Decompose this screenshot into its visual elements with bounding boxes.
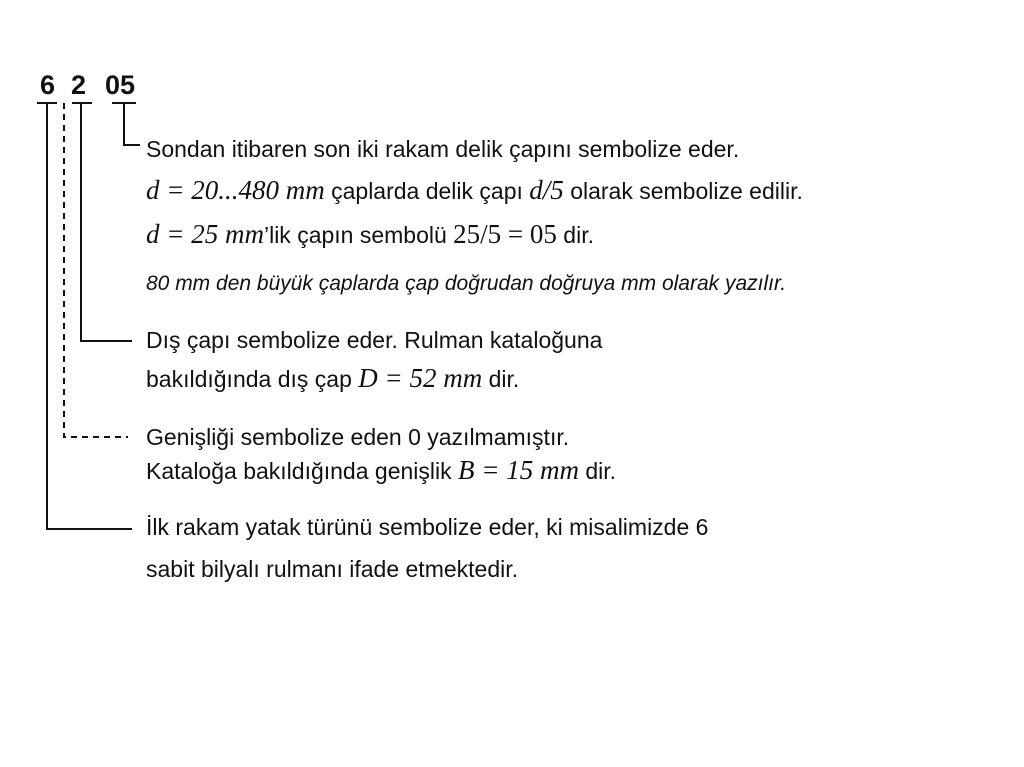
bore-line-3-text-a: ’lik çapın sembolü — [263, 222, 454, 248]
bore-example-formula: d = 25 mm — [146, 219, 264, 249]
width-formula: B = 15 mm — [458, 455, 579, 485]
width-connector — [64, 103, 128, 437]
bore-note: 80 mm den büyük çaplarda çap doğrudan doğruya mm olarak yazılır. — [146, 272, 787, 295]
width-line-2-text-a: Kataloğa bakıldığında genişlik — [146, 458, 458, 484]
bore-line-1: Sondan itibaren son iki rakam delik çapını sembolize eder. — [146, 136, 740, 162]
bore-symbol-formula: d/5 — [529, 175, 564, 205]
outer-line-2-text-a: bakıldığında dış çap — [146, 366, 359, 392]
bore-line-3 — [146, 220, 594, 249]
width-line-1: Genişliği sembolize eden 0 yazılmamıştır. — [146, 424, 570, 450]
bore-line-2-text-b: olarak sembolize edilir. — [563, 178, 803, 204]
outer-line-1: Dış çapı sembolize eder. Rulman kataloğuna — [146, 327, 603, 353]
code-digit-series: 2 — [71, 70, 87, 100]
outer-diameter-formula: D = 52 mm — [358, 363, 483, 393]
type-connector — [37, 103, 132, 529]
width-line-2 — [146, 456, 616, 485]
bore-line-3-text-b: dir. — [556, 222, 594, 248]
width-line-2-text-b: dir. — [578, 458, 617, 484]
type-line-2: sabit bilyalı rulmanı ifade etmektedir. — [146, 556, 519, 582]
bore-line-2 — [146, 176, 803, 205]
bore-range-formula: d = 20...480 mm — [146, 175, 325, 205]
outer-line-2-text-b: dir. — [482, 366, 520, 392]
bore-line-2-text-a: çaplarda delik çapı — [324, 178, 530, 204]
bore-example-calc: 25/5 = 05 — [453, 219, 557, 249]
code-digit-type: 6 — [40, 70, 56, 100]
outer-line-2 — [146, 364, 519, 393]
bore-connector — [112, 103, 140, 145]
code-digits-bore: 05 — [105, 70, 136, 100]
type-line-1: İlk rakam yatak türünü sembolize eder, ki misalimizde 6 — [146, 514, 709, 540]
